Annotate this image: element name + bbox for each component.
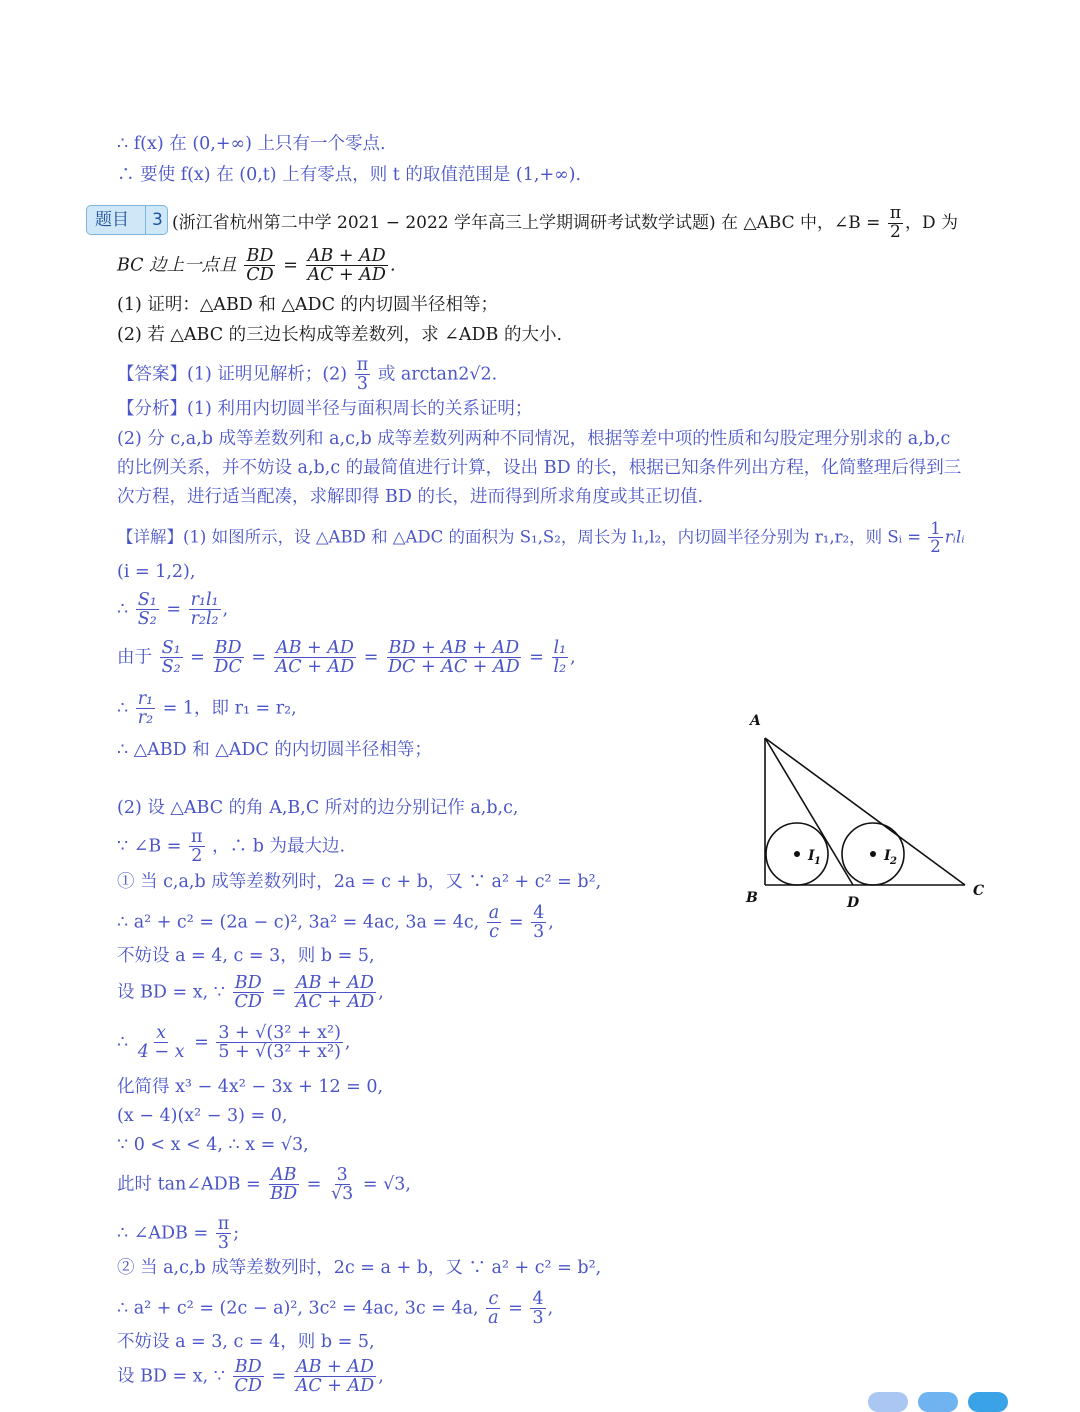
detail-equation: 设 BD = x, ∵ $\frac{BD}{CD}$ = $\frac{AB + AD}{AC + AD}$ ,: [117, 973, 384, 1013]
incenter-2-point: [870, 851, 876, 857]
detail-equation: ∴ a² + c² = (2a − c)², 3a² = 4ac, 3a = 4c, $\frac{a}{c}$ = $\frac{4}{3}$ ,: [117, 903, 554, 943]
detail-line: ② 当 a,c,b 成等差数列时，2c = a + b，又 ∵ a² + c² = b²,: [117, 1258, 602, 1278]
answer-line: 【答案】(1) 证明见解析；(2) $\frac{\pi}{3}$ 或 arctan2√2.: [117, 355, 498, 395]
triangle-figure: [740, 705, 1010, 925]
badge-label: 题目: [95, 210, 129, 230]
detail-equation: ∵ ∠B = $\frac{\pi}{2}$ ，∴ b 为最大边.: [117, 827, 346, 867]
text-line: ∴ 要使 f(x) 在 (0,t) 上有零点，则 t 的取值范围是 (1,+∞).: [117, 165, 582, 185]
detail-equation: ∴ ∠ADB = $\frac{\pi}{3}$ ;: [117, 1214, 240, 1254]
question-1: (1) 证明：△ABD 和 △ADC 的内切圆半径相等；: [117, 295, 499, 315]
detail-equation: ∴ a² + c² = (2c − a)², 3c² = 4ac, 3c = 4a, $\frac{c}{a}$ = $\frac{4}{3}$ ,: [117, 1289, 554, 1329]
detail-equation: ∴ $\frac{\text{S₁}}{\text{S₂}}$ = $\frac{\text{r₁l₁}}{\text{r₂l₂}}$ ,: [117, 590, 229, 630]
label-b: B: [746, 890, 758, 906]
problem-badge: [86, 205, 168, 235]
decorative-dot: [918, 1392, 958, 1412]
detail-line: 不妨设 a = 4, c = 3，则 b = 5,: [117, 946, 375, 966]
decorative-dot: [868, 1392, 908, 1412]
label-c: C: [973, 883, 985, 899]
label-i1: I: [808, 848, 815, 864]
label-d: D: [847, 895, 860, 911]
detail-line: (2) 设 △ABC 的角 A,B,C 所对的边分别记作 a,b,c,: [117, 798, 519, 818]
detail-line: ∵ 0 < x < 4, ∴ x = √3,: [117, 1135, 309, 1155]
detail-line: 【详解】(1) 如图所示，设 △ABD 和 △ADC 的面积为 S₁,S₂，周长为 l₁,l₂，内切圆半径分别为 r₁,r₂，则 Sᵢ = $\frac{1}{2}$ rᵢlᵢ: [117, 519, 965, 557]
analysis-line: (2) 分 c,a,b 成等差数列和 a,c,b 成等差数列两种不同情况，根据等差中项的性质和勾股定理分别求的 a,b,c: [117, 429, 951, 449]
question-2: (2) 若 △ABC 的三边长构成等差数列，求 ∠ADB 的大小.: [117, 325, 563, 345]
detail-equation: 设 BD = x, ∵ $\frac{BD}{CD}$ = $\frac{AB + AD}{AC + AD}$ ,: [117, 1357, 384, 1397]
label-i2-sub: 2: [890, 856, 897, 867]
text-line: ∴ f(x) 在 (0,+∞) 上只有一个零点.: [117, 134, 386, 154]
analysis-line: 的比例关系，并不妨设 a,b,c 的最简值进行计算，设出 BD 的长，根据已知条件列出方程，化简整理后得到三: [117, 458, 962, 478]
segment-ac: [765, 738, 965, 885]
detail-equation: 此时 tan∠ADB = $\frac{AB}{BD}$ = $\frac{3}{√3}$ = √3,: [117, 1165, 411, 1205]
analysis-line: 次方程，进行适当配凑，求解即得 BD 的长，进而得到所求角度或其正切值.: [117, 487, 704, 507]
analysis-line: 【分析】(1) 利用内切圆半径与面积周长的关系证明；: [117, 399, 533, 419]
label-a: A: [750, 713, 761, 729]
decorative-dot: [968, 1392, 1008, 1412]
badge-number: 3: [145, 206, 163, 234]
problem-statement: (浙江省杭州第二中学 2021 − 2022 学年高三上学期调研考试数学试题) 在 △ABC 中，∠B = $\frac{\pi}{2}$ ，D 为: [172, 203, 959, 242]
detail-line: 化简得 x³ − 4x² − 3x + 12 = 0,: [117, 1077, 384, 1097]
detail-equation: ∴ $\frac{\text{r₁}}{\text{r₂}}$ = 1，即 r₁ = r₂,: [117, 689, 297, 729]
detail-line: ∴ △ABD 和 △ADC 的内切圆半径相等；: [117, 740, 432, 760]
detail-line: (x − 4)(x² − 3) = 0,: [117, 1106, 288, 1126]
label-i1-sub: 1: [814, 856, 821, 867]
problem-condition: BC 边上一点且 $\frac{BD}{CD}$ = $\frac{AB + AD}{AC + AD}$ .: [117, 246, 396, 286]
detail-equation: 由于 $\frac{\text{S₁}}{\text{S₂}}$ = $\frac{BD}{DC}$ = $\frac{AB + AD}{AC + AD}$ = $\frac{BD + AB + AD}{DC + AC + AD}$ = $\frac{\text{l₁}}{\text{l₂}}$ ,: [117, 638, 576, 678]
incenter-1-point: [794, 851, 800, 857]
label-i2: I: [884, 848, 891, 864]
detail-equation: ∴ $\frac{x}{4 - x}$ = $\frac{\text{3 + √(3² + x²)}}{\text{5 + √(3² + x²)}}$ ,: [117, 1023, 351, 1063]
detail-line: (i = 1,2),: [117, 562, 196, 582]
detail-line: ① 当 c,a,b 成等差数列时，2a = c + b，又 ∵ a² + c² = b²,: [117, 872, 602, 892]
detail-line: 不妨设 a = 3, c = 4，则 b = 5,: [117, 1332, 375, 1352]
